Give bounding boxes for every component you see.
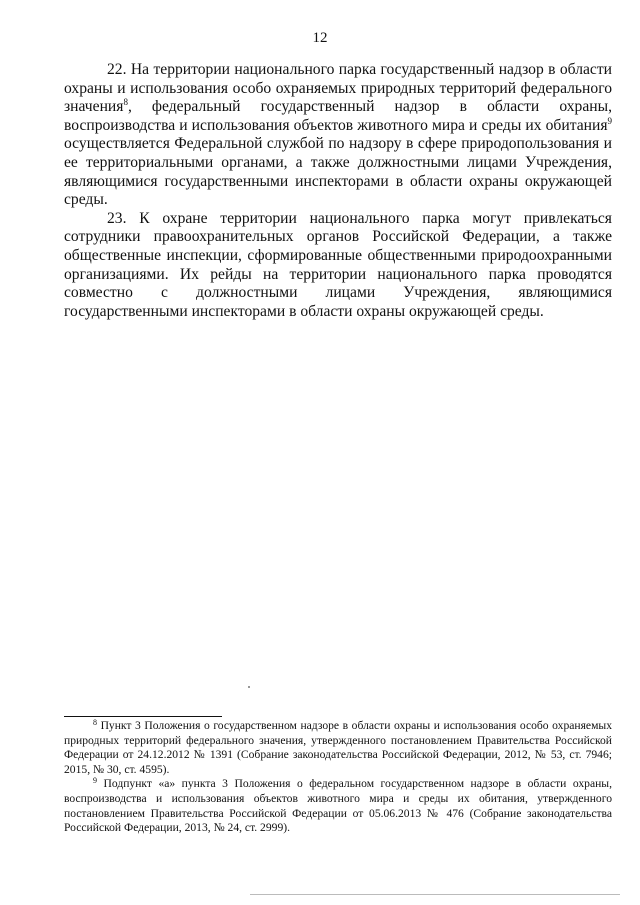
paragraph-number: 22. bbox=[107, 61, 127, 78]
paragraph-23 bbox=[64, 210, 612, 322]
paragraph-text: осуществляется Федеральной службой по надзору в сфере природопользования и ее территориальными органами, а также должностными лицами Учреждения, являющимися государственными инспекторами в области охраны окружающей среды. bbox=[64, 135, 612, 209]
footnote-9 bbox=[64, 777, 612, 835]
paragraph-text: К охране территории национального парка могут привлекаться сотрудники правоохранительных органов Российской Федерации, а также общественные инспекции, сформированные общественными природоохранными организациями. Их рейды на территории национального парка проводятся совместно с должностными лицами Учреждения, являющимися государственными инспекторами в области охраны окружающей среды. bbox=[64, 209, 612, 320]
footnote-marker: 8 bbox=[93, 718, 97, 727]
paragraph-text: , федеральный государственный надзор в области охраны, воспроизводства и использования объектов животного мира и среды их обитания bbox=[64, 98, 612, 134]
scan-edge-line bbox=[250, 894, 620, 895]
footnote-8 bbox=[64, 719, 612, 777]
page-number: 12 bbox=[312, 30, 328, 46]
footnotes bbox=[64, 719, 612, 836]
paragraph-22 bbox=[64, 61, 612, 210]
footnote-reference[interactable]: 8 bbox=[123, 97, 128, 108]
footnote-marker: 9 bbox=[93, 776, 97, 786]
paragraph-text: На территории национального парка государственный надзор в области охраны и использования особо охраняемых природных территорий федерального значения bbox=[64, 61, 612, 116]
document-body bbox=[64, 61, 612, 321]
scan-speck bbox=[248, 686, 250, 688]
footnote-text: Пункт 3 Положения о государственном надзоре в области охраны и использования особо охраняемых природных территорий федерального значения, утвержденного постановлением Правительства Российской Федерации от 24.12.2012 № 1391 (Собрание законодательства Российской Федерации, 2012, № 53, ст. 7946; 2015, № 30, ст. 4595). bbox=[64, 719, 612, 776]
paragraph-number: 23. bbox=[107, 209, 127, 227]
footnote-text: Подпункт «а» пункта 3 Положения о федеральном государственном надзоре в области охраны, воспроизводства и использования объектов животного мира и среды их обитания, утвержденного постановлением Правительства Российской Федерации от 05.06.2013 № 476 (Собрание законодательства Российской Федерации, 2013, № 24, ст. 2999). bbox=[64, 777, 612, 835]
footnote-reference[interactable]: 9 bbox=[607, 115, 612, 126]
footnote-separator bbox=[64, 716, 222, 717]
